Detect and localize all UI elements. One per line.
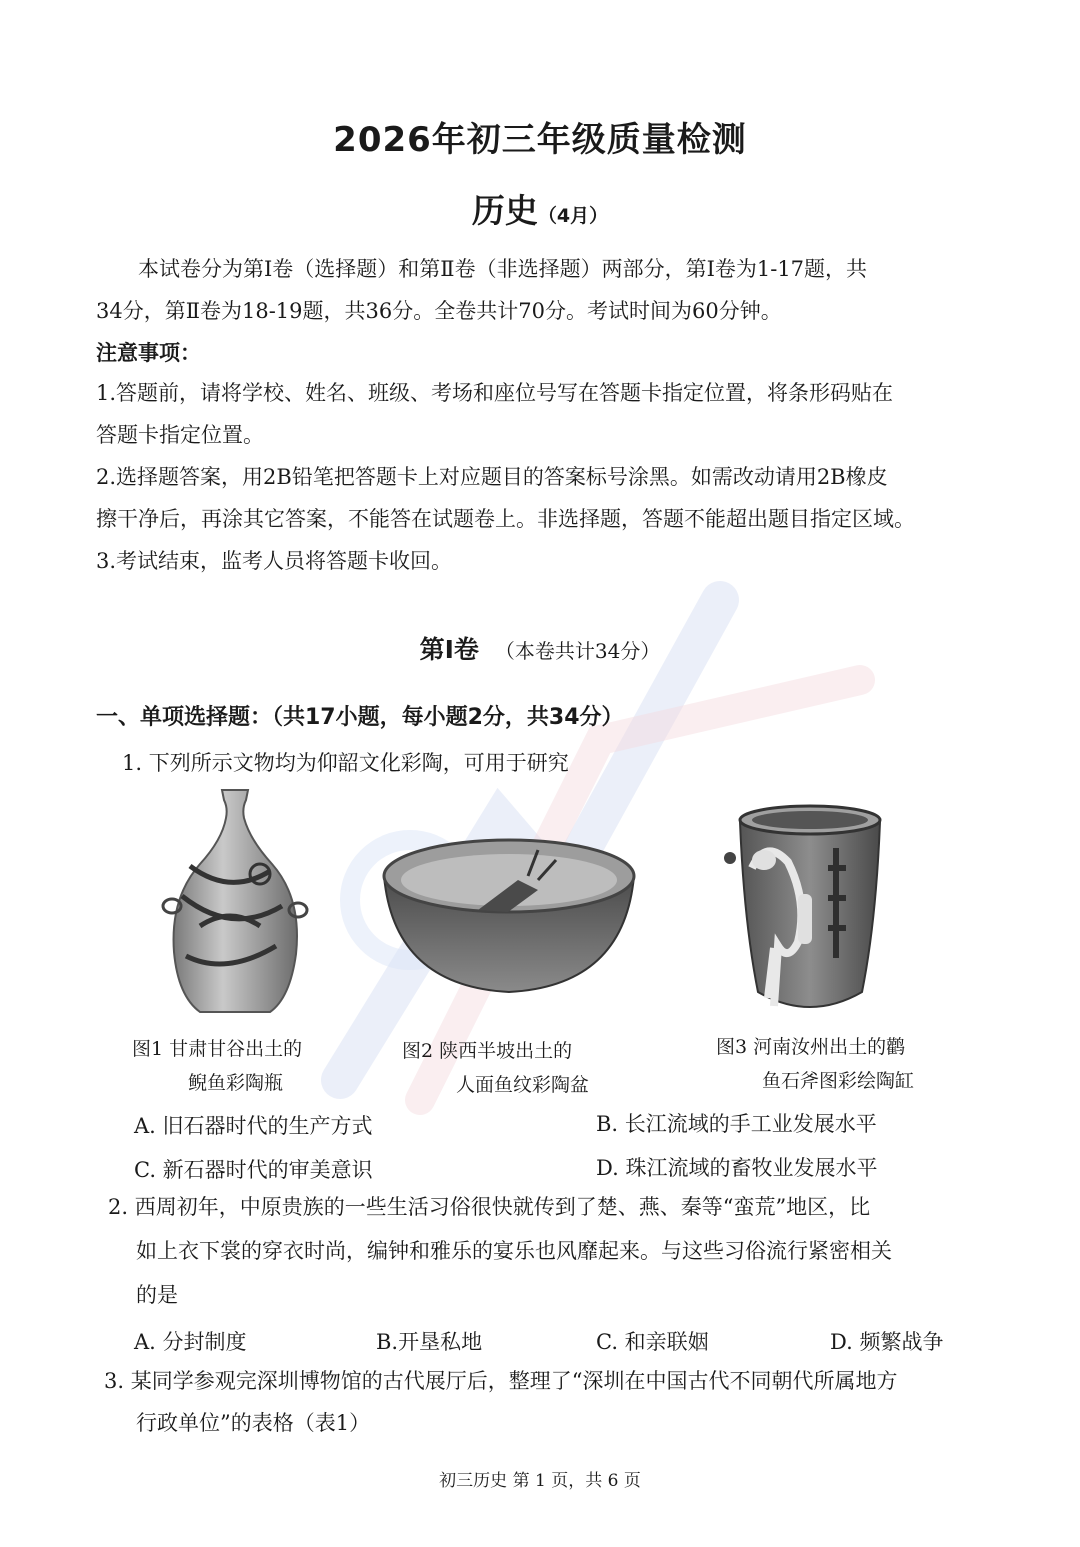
notice-item-3: 3.考试结束，监考人员将答题卡收回。 xyxy=(96,549,453,573)
exam-title: 2026年初三年级质量检测 xyxy=(333,120,747,160)
q2-option-d: D. 频繁战争 xyxy=(830,1330,944,1354)
fig3-caption xyxy=(716,1030,1016,1098)
part-heading: 一、单项选择题：（共17小题，每小题2分，共34分） xyxy=(96,705,624,730)
fig2-caption-line1: 图2 陕西半坡出土的 xyxy=(402,1040,573,1062)
notice-item-1a: 1.答题前，请将学校、姓名、班级、考场和座位号写在答题卡指定位置，将条形码贴在 xyxy=(96,381,894,405)
q1-option-b: B. 长江流域的手工业发展水平 xyxy=(596,1112,877,1136)
q1-stem: 1. 下列所示文物均为仰韶文化彩陶，可用于研究 xyxy=(122,751,569,775)
page-footer: 初三历史 第 1 页，共 6 页 xyxy=(439,1471,641,1491)
subject-heading xyxy=(0,185,1080,232)
intro-line-2: 34分，第Ⅱ卷为18-19题，共36分。全卷共计70分。考试时间为60分钟。 xyxy=(96,299,782,323)
fig3-jar-image xyxy=(724,798,896,1024)
section-heading xyxy=(0,630,1080,666)
notice-heading: 注意事项： xyxy=(96,341,201,365)
q3-line-1: 3. 某同学参观完深圳博物馆的古代展厅后，整理了“深圳在中国古代不同朝代所属地方 xyxy=(104,1369,898,1393)
notice-item-1b: 答题卡指定位置。 xyxy=(96,423,264,447)
fig2-basin-image xyxy=(378,836,640,996)
exam-month: （4月） xyxy=(537,205,609,227)
q1-option-c: C. 新石器时代的审美意识 xyxy=(134,1158,373,1182)
section-title: 第Ⅰ卷 xyxy=(419,635,479,664)
q1-option-a: A. 旧石器时代的生产方式 xyxy=(134,1114,373,1138)
q2-line-3: 的是 xyxy=(136,1283,178,1307)
section-subtitle: （本卷共计34分） xyxy=(494,639,661,663)
fig3-caption-line2: 鱼石斧图彩绘陶缸 xyxy=(762,1070,915,1092)
notice-item-2b: 擦干净后，再涂其它答案，不能答在试题卷上。非选择题，答题不能超出题目指定区域。 xyxy=(96,507,915,531)
fig1-caption xyxy=(132,1032,372,1100)
fig1-bottle-image xyxy=(160,786,310,1018)
fig1-caption-line2: 鲵鱼彩陶瓶 xyxy=(188,1072,284,1094)
q2-option-a: A. 分封制度 xyxy=(134,1330,247,1354)
q2-option-b: B.开垦私地 xyxy=(376,1330,483,1354)
q3-line-2: 行政单位”的表格（表1） xyxy=(136,1411,371,1435)
q2-line-1: 2. 西周初年，中原贵族的一些生活习俗很快就传到了楚、燕、秦等“蛮荒”地区，比 xyxy=(108,1195,871,1219)
intro-line-1: 本试卷分为第Ⅰ卷（选择题）和第Ⅱ卷（非选择题）两部分，第Ⅰ卷为1-17题，共 xyxy=(138,257,868,281)
fig1-caption-line1: 图1 甘肃甘谷出土的 xyxy=(132,1038,303,1060)
fig2-caption xyxy=(402,1034,662,1102)
subject-name: 历史 xyxy=(471,191,538,230)
fig3-caption-line1: 图3 河南汝州出土的鹳 xyxy=(716,1036,906,1058)
notice-item-2a: 2.选择题答案，用2B铅笔把答题卡上对应题目的答案标号涂黑。如需改动请用2B橡皮 xyxy=(96,465,888,489)
q2-option-c: C. 和亲联姻 xyxy=(596,1330,709,1354)
q2-line-2: 如上衣下裳的穿衣时尚，编钟和雅乐的宴乐也风靡起来。与这些习俗流行紧密相关 xyxy=(136,1239,892,1263)
fig2-caption-line2: 人面鱼纹彩陶盆 xyxy=(456,1074,590,1096)
q1-option-d: D. 珠江流域的畜牧业发展水平 xyxy=(596,1156,878,1180)
